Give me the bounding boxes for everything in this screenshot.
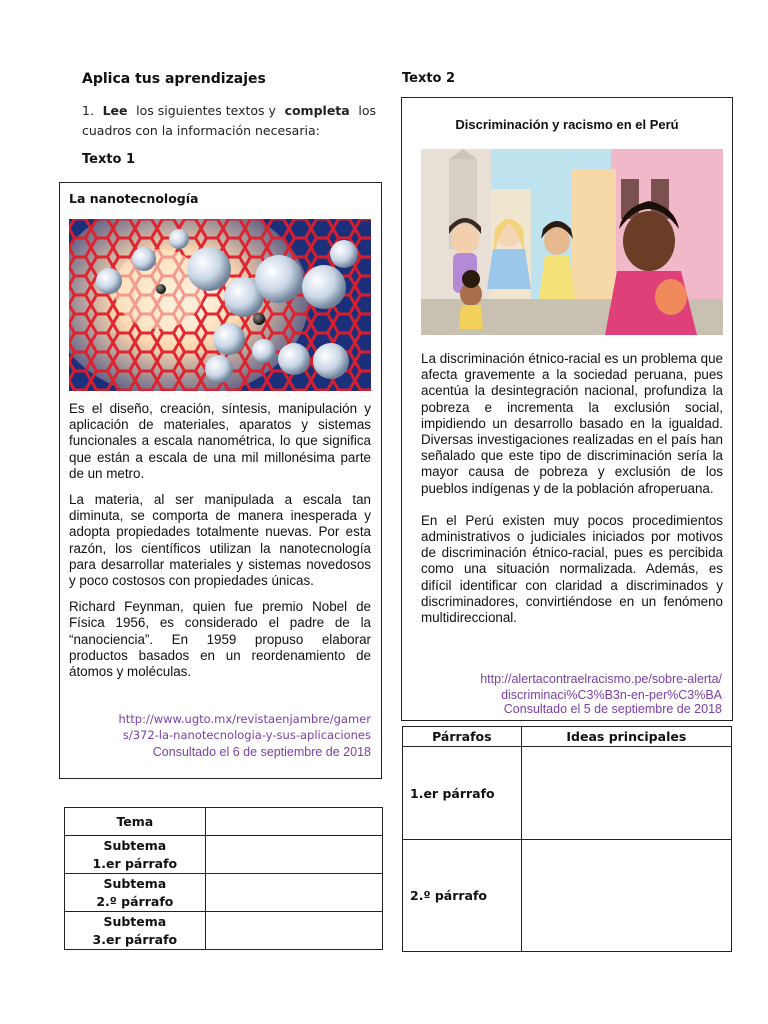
instruction-part2: los [358,103,376,118]
subtema1-label-cell [65,836,206,874]
table-header-row [403,727,732,747]
consulted-date: Consultado el 6 de septiembre de 2018 [152,745,371,759]
header-ideas-label: Ideas principales [566,729,687,744]
subtema-paragraph: 2.º párrafo [96,893,174,909]
instruction-completa: completa [284,103,350,118]
article-body [69,401,371,680]
header-ideas [521,727,731,747]
instruction-line2: cuadros con la información necesaria: [82,123,320,138]
subtema-label: Subtema [103,913,167,929]
paragraph-3: Richard Feynman, quien fue premio Nobel de Física 1956, es considerado el padre de la “nanociencia”. En 1959 propuso elaborar productos basados en un reordenamiento de átomos y moléculas. [69,599,371,680]
consulted-date: Consultado el 5 de septiembre de 2018 [503,702,722,716]
source-link-line2[interactable]: discriminaci%C3%B3n-en-per%C3%BA [501,687,722,702]
subtema1-answer-cell[interactable] [205,836,382,874]
paragraph-2: La materia, al ser manipulada a escala tan diminuta, se comporta de manera inesperada y adopta propiedades totalmente nuevas. Por esta razón, los científicos utilizan la nanotecnología para desarrollar materiales y sistemas novedosos y poco costosos con propiedades únicas. [69,492,371,589]
subtema-paragraph: 3.er párrafo [92,931,178,947]
table-row [403,747,732,840]
subtema2-answer-cell[interactable] [205,874,382,912]
table-row [65,874,383,912]
tema-table [64,807,383,950]
instruction [82,101,376,141]
source-link-line2[interactable]: s/372-la-nanotecnologia-y-sus-aplicaciones [122,728,371,742]
ideas-table [402,726,732,952]
section-title: Aplica tus aprendizajes [82,71,266,87]
header-parrafos [403,727,522,747]
children-illustration [421,149,723,335]
texto2-label: Texto 2 [402,71,456,86]
paragraph-1: Es el diseño, creación, síntesis, manipulación y aplicación de materiales, aparatos y sistemas funcionales a escala nanométrica, lo que significa que están a escala de una mil millonésima parte de un metro. [69,401,371,481]
instruction-number: 1. [82,103,94,118]
table-row [65,808,383,836]
table-row [403,840,732,952]
subtema-paragraph: 1.er párrafo [92,855,178,871]
subtema3-answer-cell[interactable] [205,912,382,950]
instruction-lee: Lee [102,103,128,118]
parrafo1-answer-cell[interactable] [521,747,731,840]
parrafo-label: 1.er párrafo [410,785,495,801]
table-row [65,912,383,950]
subtema-label: Subtema [103,875,167,891]
paragraph-2: En el Perú existen muy pocos procedimientos administrativos o judiciales iniciados por motivos de discriminación étnico-racial, pues es percibida como una situación normalizada. Además, es difícil identificar con claridad a discriminados y discriminadores, convirtiéndose en un fenómeno multidireccional. [421,512,723,626]
source-link[interactable] [69,711,371,743]
parrafo2-answer-cell[interactable] [521,840,731,952]
tema-label-cell [65,808,206,836]
tema-answer-cell[interactable] [205,808,382,836]
nanotube-illustration [69,219,371,391]
source-link[interactable] [420,672,722,703]
article-title: Discriminación y racismo en el Perú [455,117,679,132]
subtema-label: Subtema [103,837,167,853]
instruction-part1: los siguientes textos y [136,103,276,118]
texto1-label: Texto 1 [82,152,136,167]
parrafo1-label-cell [403,747,522,840]
subtema2-label-cell [65,874,206,912]
source-link-line1[interactable]: http://www.ugto.mx/revistaenjambre/gamer [118,712,371,726]
paragraph-1: La discriminación étnico-racial es un problema que afecta gravemente a la sociedad peruana, pues acentúa la desintegración nacional, profundiza la pobreza e incrementa la exclusión social, impidiendo un desarrollo basado en la igualdad. Diversas investigaciones realizadas en el país han señalado que este tipo de discriminación sería la mayor causa de pobreza y exclusión de los pueblos indígenas y de la población afroperuana. [421,351,723,496]
parrafo2-label-cell [403,840,522,952]
parrafo-label: 2.º párrafo [410,888,488,903]
article-title: La nanotecnología [69,191,199,206]
header-parrafos-label: Párrafos [432,729,492,744]
article-body [421,351,723,626]
subtema3-label-cell [65,912,206,950]
tema-label: Tema [116,814,154,829]
article-box-nanotecnologia [59,182,382,779]
article-box-discriminacion [401,97,733,721]
source-link-line1[interactable]: http://alertacontraelracismo.pe/sobre-alerta/ [480,672,722,686]
table-row [65,836,383,874]
